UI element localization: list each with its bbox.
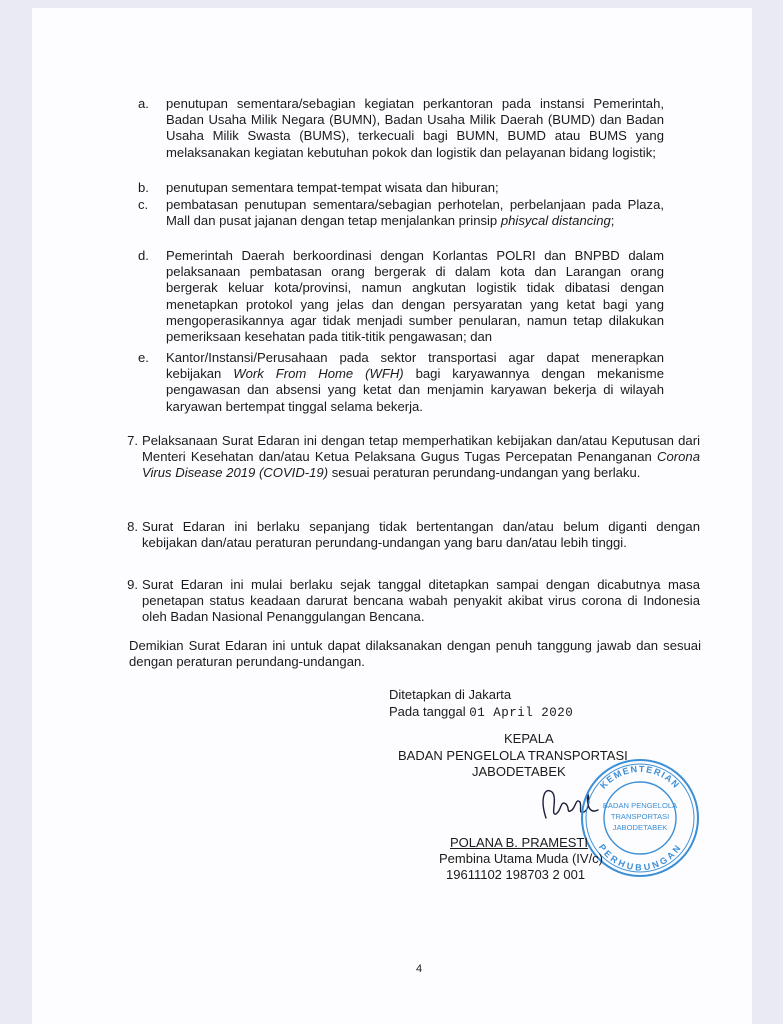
text-run: bagi karyawannya dengan mekanisme pengawasan dan absensi yang ketat dan menjamin karyawan bekerja di wilayah karyawan bertempat tinggal selama bekerja. [166, 366, 664, 414]
item-8-text [142, 519, 700, 551]
closing-paragraph: Demikian Surat Edaran ini untuk dapat dilaksanakan dengan penuh tanggung jawab dan sesuai dengan peraturan perundang-undangan. [129, 638, 701, 670]
item-a-marker: a. [138, 96, 149, 111]
text-run: Pemerintah Daerah berkoordinasi dengan Korlantas POLRI dan BNPBD dalam pelaksanaan pembatasan orang bergerak di dalam kota dan Larangan orang bergerak keluar kota/provinsi, namun angkutan logistik tidak dibatasi dengan menetapkan protokol yang jelas dan dengan persyaratan yang ketat bagi yang mengoperasikannya agar tidak menjadi sumber penularan, namun tetap dilakukan pemeriksaan kesehatan pada titik-titik pengawasan; dan [166, 248, 664, 345]
item-7-marker: 7. [127, 433, 138, 448]
signer-nip: 19611102 198703 2 001 [446, 867, 586, 882]
text-run: penutupan sementara tempat-tempat wisata dan hiburan; [166, 180, 499, 195]
text-run: Kantor/Instansi/Perusahaan pada sektor transportasi agar dapat menerapkan kebijakan [166, 350, 664, 382]
text-run: ; [610, 213, 615, 229]
italic-term: Work From Home (WFH) [233, 366, 404, 382]
text-run: pembatasan penutupan sementara/sebagian perhotelan, perbelanjaan pada Plaza, Mall dan pusat jajanan dengan tetap menjalankan prinsip [166, 197, 664, 229]
agency-line-2: JABODETABEK [472, 764, 566, 779]
date-label: Pada tanggal [389, 704, 466, 719]
text-run: Surat Edaran ini mulai berlaku sejak tanggal ditetapkan sampai dengan dicabutnya masa penetapan status keadaan darurat bencana wabah penyakit akibat virus corona di Indonesia oleh Badan Nasional Penanggulangan Bencana. [142, 577, 700, 625]
stamp-inner-1: BADAN PENGELOLA [602, 801, 678, 810]
italic-term: phisycal distancing [500, 213, 611, 229]
date-value: 01 April 2020 [469, 706, 574, 720]
stamp-outer-bottom: PERHUBUNGAN [596, 842, 684, 873]
item-a-text [166, 96, 664, 161]
item-e-text [166, 350, 664, 415]
item-e-marker: e. [138, 350, 149, 365]
item-8-marker: 8. [127, 519, 138, 534]
page-number: 4 [416, 963, 423, 975]
item-b-text [166, 180, 664, 196]
signed-place: Ditetapkan di Jakarta [389, 687, 512, 702]
agency-line-1: BADAN PENGELOLA TRANSPORTASI [398, 748, 628, 763]
stamp-inner-3: JABODETABEK [612, 823, 668, 832]
stamp-inner-2: TRANSPORTASI [610, 812, 670, 821]
signer-title: KEPALA [504, 731, 554, 746]
signer-rank: Pembina Utama Muda (IV/c) [439, 851, 604, 866]
item-d-text [166, 248, 664, 345]
signed-date [389, 704, 573, 721]
italic-term: Corona Virus Disease 2019 (COVID-19) [142, 449, 700, 481]
signer-name: POLANA B. PRAMESTI [450, 835, 588, 850]
item-c-text [166, 197, 664, 229]
item-c-marker: c. [138, 197, 149, 212]
item-b-marker: b. [138, 180, 149, 195]
document-page [32, 8, 752, 1024]
item-9-text [142, 577, 700, 626]
text-run: penutupan sementara/sebagian kegiatan perkantoran pada instansi Pemerintah, Badan Usaha Milik Negara (BUMN), Badan Usaha Milik Daerah (BUMD) dan Badan Usaha Milik Swasta (BUMS), terkecuali bagi BUMN, BUMD atau BUMS yang melaksanakan kegiatan kebutuhan pokok dan logistik dan pelayanan bidang logistik; [166, 96, 664, 160]
text-run: Pelaksanaan Surat Edaran ini dengan tetap memperhatikan kebijakan dan/atau Keputusan dari Menteri Kesehatan dan/atau Ketua Pelaksana Gugus Tugas Percepatan Penanganan [142, 433, 700, 465]
item-9-marker: 9. [127, 577, 138, 592]
text-run: Surat Edaran ini berlaku sepanjang tidak bertentangan dan/atau belum diganti dengan kebijakan dan/atau peraturan perundang-undangan yang baru dan/atau lebih tinggi. [142, 519, 700, 551]
item-7-text [142, 433, 700, 482]
item-d-marker: d. [138, 248, 149, 263]
text-run: sesuai peraturan perundang-undangan yang berlaku. [328, 465, 641, 481]
stamp-outer-top: KEMENTERIAN [598, 763, 682, 791]
